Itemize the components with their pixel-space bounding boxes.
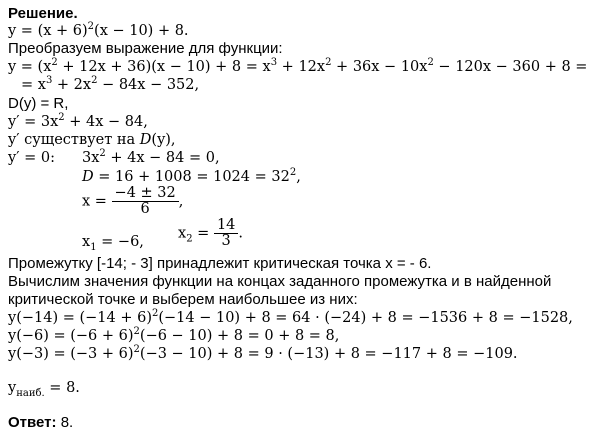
roots-formula: x = $\frac{-4 \pm 32}{6}$ , — [82, 185, 184, 217]
answer-line — [8, 415, 73, 431]
expansion-result: = $x^3 + 2x^2 - 84x - 352$, — [21, 75, 200, 93]
derivative-zero-label: y′ = 0: — [8, 150, 55, 166]
derivative-line: $y' = 3x^2 + 4x - 84$, — [8, 112, 148, 130]
root-x1: $x_1 = -6$, — [82, 234, 144, 253]
domain-line: D(y) = R, — [8, 95, 69, 112]
answer-label: Ответ: — [8, 414, 57, 431]
max-value-line: $y_{наиб.} = 8$. — [8, 380, 80, 399]
root-x2: $x_2$ = $\frac{14}{3}$ . — [178, 217, 243, 249]
value-at-minus-6: $y(-6) = (-6 + 6)^2(-6 - 10) + 8 = 0 + 8 = 8$, — [8, 326, 340, 344]
derivative-exists-line: y′ существует на D(y), — [8, 132, 176, 148]
compute-instruction-2: критической точке и выберем наибольшее из них: — [8, 291, 358, 308]
interval-statement: Промежутку [-14; - 3] принадлежит критическая точка х = - 6. — [8, 255, 432, 272]
solution-heading: Решение. — [8, 5, 78, 22]
quadratic-equation: $3x^2 + 4x - 84 = 0$, — [82, 148, 220, 166]
function-definition: $y = (x + 6)^2(x - 10) + 8$. — [8, 21, 189, 39]
roots-fraction: $\frac{-4 \pm 32}{6}$ — [112, 186, 179, 217]
transform-title: Преобразуем выражение для функции: — [8, 40, 283, 57]
compute-instruction-1: Вычислим значения функции на концах заданного промежутка и в найденной — [8, 273, 552, 290]
value-at-minus-14: $y(-14) = (-14 + 6)^2(-14 - 10) + 8 = 64 \cdot (-24) + 8 = -1536 + 8 = -1528$, — [8, 308, 573, 326]
answer-value: 8. — [56, 414, 74, 431]
discriminant-line: $D = 16 + 1008 = 1024 = 32^2$, — [82, 167, 301, 185]
expansion-line: $y = (x^2 + 12x + 36)(x - 10) + 8 = x^3 + 12x^2 + 36x - 10x^2 - 120x - 360 + 8$ = — [8, 57, 588, 75]
root-x2-fraction: $\frac{14}{3}$ — [214, 218, 238, 249]
value-at-minus-3: $y(-3) = (-3 + 6)^2(-3 - 10) + 8 = 9 \cdot (-13) + 8 = -117 + 8 = -109$. — [8, 344, 518, 362]
